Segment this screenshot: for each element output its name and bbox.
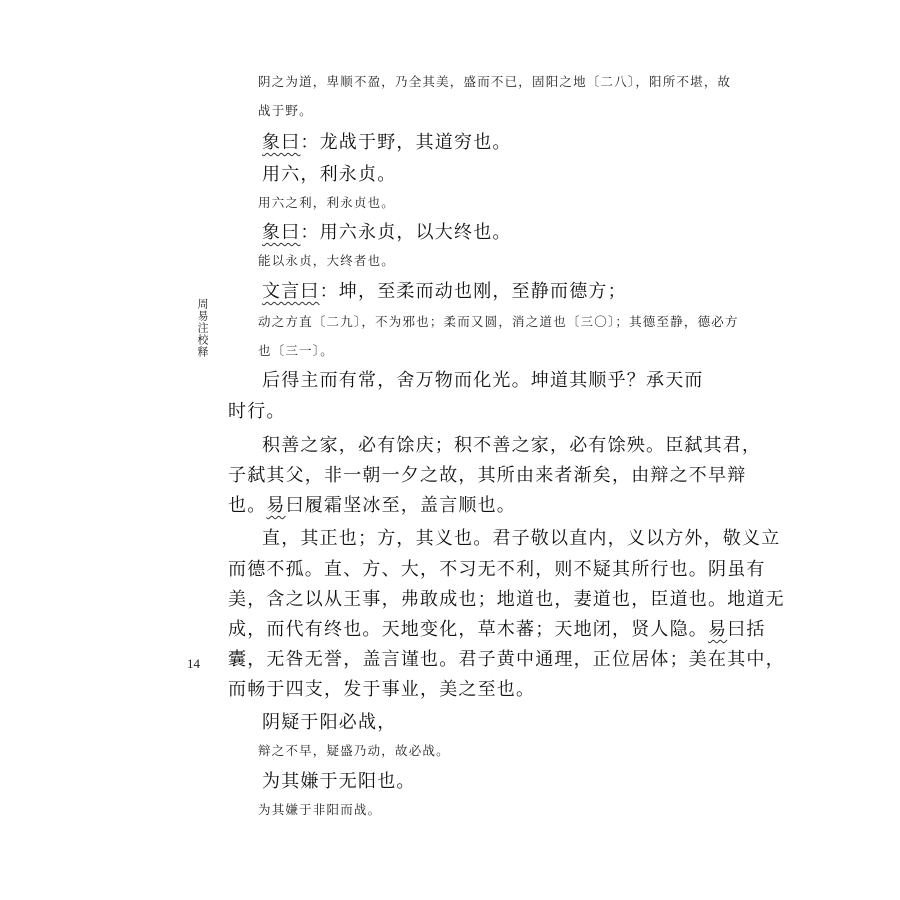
commentary-line: 动之方直〔二九〕，不为邪也；柔而又圆，消之道也〔三〇〕；其德至静，德必方 bbox=[258, 314, 739, 329]
text-segment: 成，而代有终也。天地变化，草木蕃；天地闭，贤人隐。 bbox=[228, 619, 708, 640]
text-line bbox=[262, 277, 627, 303]
text-line: 而德不孤。直、方、大，不习无不利，则不疑其所行也。阴虽有 bbox=[228, 559, 766, 580]
yi-label: 易 bbox=[708, 619, 728, 640]
text-line: 用六，利永贞。 bbox=[262, 164, 397, 185]
text-line bbox=[262, 218, 512, 244]
text-line: 直，其正也；方，其义也。君子敬以直内，义以方外，敬义立 bbox=[262, 528, 781, 549]
text-segment: ：坤，至柔而动也刚，至静而德方； bbox=[319, 281, 627, 302]
text-segment: 也。 bbox=[228, 495, 267, 516]
text-line: 时行。 bbox=[228, 401, 286, 422]
text-line: 阴疑于阳必战， bbox=[262, 712, 397, 733]
commentary-line: 辩之不早，疑盛乃动，故必战。 bbox=[258, 743, 450, 758]
text-line bbox=[262, 128, 512, 154]
text-segment: ：龙战于野，其道穷也。 bbox=[300, 132, 512, 153]
text-segment: 曰履霜坚冰至，盖言顺也。 bbox=[285, 495, 517, 516]
commentary-line: 用六之利，利永贞也。 bbox=[258, 195, 396, 210]
xiang-label: 象曰 bbox=[262, 132, 301, 153]
text-line: 子弑其父，非一朝一夕之故，其所由来者渐矣，由辩之不早辩 bbox=[228, 465, 747, 486]
text-line: 而畅于四支，发于事业，美之至也。 bbox=[228, 679, 536, 700]
book-title: 周易注校释 bbox=[196, 298, 209, 358]
text-line: 美，含之以从王事，弗敢成也；地道也，妻道也，臣道也。地道无 bbox=[228, 589, 785, 610]
text-line: 囊，无咎无誉，盖言谨也。君子黄中通理，正位居体；美在其中， bbox=[228, 649, 785, 670]
text-segment: 曰括 bbox=[727, 619, 766, 640]
commentary-line: 阴之为道，卑顺不盈，乃全其美，盛而不已，固阳之地〔二八〕，阳所不堪，故 bbox=[258, 74, 732, 89]
commentary-line: 为其嫌于非阳而战。 bbox=[258, 802, 382, 817]
text-line bbox=[228, 491, 516, 517]
text-line: 为其嫌于无阳也。 bbox=[262, 771, 416, 792]
text-line: 积善之家，必有馀庆；积不善之家，必有馀殃。臣弑其君， bbox=[262, 435, 762, 456]
commentary-line: 能以永贞，大终者也。 bbox=[258, 253, 396, 268]
xiang-label: 象曰 bbox=[262, 222, 301, 243]
commentary-line: 战于野。 bbox=[258, 103, 313, 118]
page-number: 14 bbox=[187, 656, 200, 671]
text-line: 后得主而有常，舍万物而化光。坤道其顺乎？承天而 bbox=[262, 370, 704, 391]
text-segment: ：用六永贞，以大终也。 bbox=[300, 222, 512, 243]
yi-label: 易 bbox=[266, 495, 286, 516]
text-line bbox=[228, 615, 766, 641]
commentary-line: 也〔三一〕。 bbox=[258, 343, 334, 358]
wenyan-label: 文言曰 bbox=[262, 281, 320, 302]
